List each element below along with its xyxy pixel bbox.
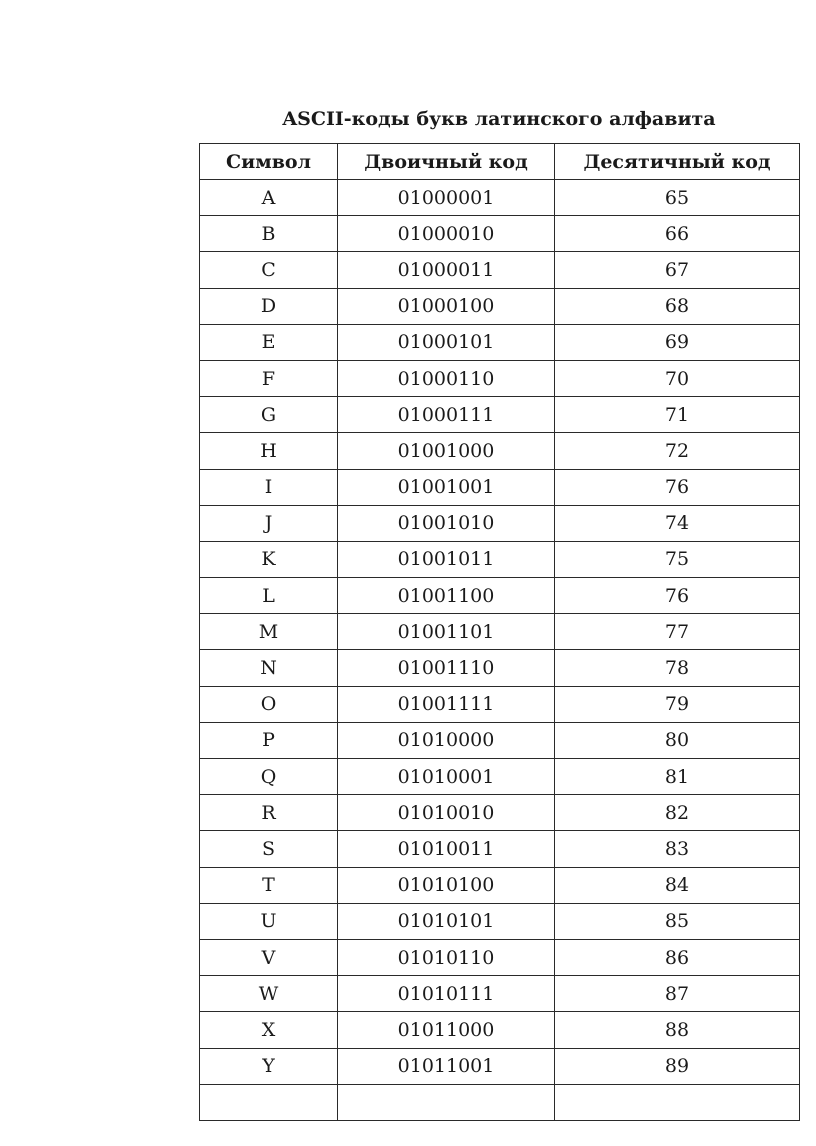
symbol-cell: U — [200, 903, 338, 939]
decimal-code-cell: 77 — [555, 614, 800, 650]
table-row — [200, 397, 800, 433]
table-row — [200, 324, 800, 360]
table-row — [200, 614, 800, 650]
binary-code-cell: 01000100 — [338, 288, 555, 324]
table-row — [200, 1084, 800, 1120]
decimal-code-cell: 75 — [555, 541, 800, 577]
column-header-decimal-code: Десятичный код — [555, 144, 800, 180]
symbol-cell: A — [200, 180, 338, 216]
binary-code-cell: 01001010 — [338, 505, 555, 541]
decimal-code-cell: 76 — [555, 469, 800, 505]
table-row — [200, 867, 800, 903]
decimal-code-cell: 81 — [555, 759, 800, 795]
symbol-cell: M — [200, 614, 338, 650]
decimal-code-cell: 88 — [555, 1012, 800, 1048]
binary-code-cell: 01010010 — [338, 795, 555, 831]
binary-code-cell: 01000111 — [338, 397, 555, 433]
table-row — [200, 216, 800, 252]
binary-code-cell: 01001110 — [338, 650, 555, 686]
decimal-code-cell: 79 — [555, 686, 800, 722]
binary-code-cell: 01001100 — [338, 578, 555, 614]
table-row — [200, 686, 800, 722]
binary-code-cell: 01000001 — [338, 180, 555, 216]
binary-code-cell: 01000110 — [338, 360, 555, 396]
table-row — [200, 541, 800, 577]
binary-code-cell: 01001111 — [338, 686, 555, 722]
table-row — [200, 759, 800, 795]
table-title: ASCII-коды букв латинского алфавита — [282, 108, 716, 130]
table-row — [200, 288, 800, 324]
decimal-code-cell: 82 — [555, 795, 800, 831]
table-body — [200, 180, 800, 1121]
binary-code-cell: 01000010 — [338, 216, 555, 252]
symbol-cell: P — [200, 722, 338, 758]
decimal-code-cell: 89 — [555, 1048, 800, 1084]
table-row — [200, 1012, 800, 1048]
symbol-cell: G — [200, 397, 338, 433]
symbol-cell: T — [200, 867, 338, 903]
table-row — [200, 795, 800, 831]
symbol-cell: N — [200, 650, 338, 686]
decimal-code-cell: 74 — [555, 505, 800, 541]
symbol-cell: W — [200, 976, 338, 1012]
table-row — [200, 180, 800, 216]
symbol-cell: B — [200, 216, 338, 252]
decimal-code-cell: 65 — [555, 180, 800, 216]
binary-code-cell: 01010000 — [338, 722, 555, 758]
decimal-code-cell: 83 — [555, 831, 800, 867]
binary-code-cell: 01001101 — [338, 614, 555, 650]
binary-code-cell: 01000101 — [338, 324, 555, 360]
decimal-code-cell: 86 — [555, 939, 800, 975]
table-row — [200, 722, 800, 758]
table-row — [200, 976, 800, 1012]
decimal-code-cell: 84 — [555, 867, 800, 903]
decimal-code-cell: 87 — [555, 976, 800, 1012]
symbol-cell: S — [200, 831, 338, 867]
symbol-cell: F — [200, 360, 338, 396]
decimal-code-cell: 68 — [555, 288, 800, 324]
decimal-code-cell: 85 — [555, 903, 800, 939]
decimal-code-cell: 76 — [555, 578, 800, 614]
ascii-table — [199, 143, 800, 1121]
table-row — [200, 831, 800, 867]
binary-code-cell: 01011001 — [338, 1048, 555, 1084]
symbol-cell: Q — [200, 759, 338, 795]
decimal-code-cell: 72 — [555, 433, 800, 469]
symbol-cell: X — [200, 1012, 338, 1048]
binary-code-cell: 01010011 — [338, 831, 555, 867]
binary-code-cell: 01000011 — [338, 252, 555, 288]
binary-code-cell: 01010100 — [338, 867, 555, 903]
table-row — [200, 903, 800, 939]
symbol-cell: E — [200, 324, 338, 360]
table-row — [200, 939, 800, 975]
symbol-cell: Y — [200, 1048, 338, 1084]
table-row — [200, 252, 800, 288]
column-header-binary-code: Двоичный код — [338, 144, 555, 180]
symbol-cell — [200, 1084, 338, 1120]
table-row — [200, 505, 800, 541]
symbol-cell: J — [200, 505, 338, 541]
binary-code-cell: 01001001 — [338, 469, 555, 505]
symbol-cell: O — [200, 686, 338, 722]
table-row — [200, 1048, 800, 1084]
decimal-code-cell: 67 — [555, 252, 800, 288]
column-header-symbol: Символ — [200, 144, 338, 180]
table-row — [200, 578, 800, 614]
symbol-cell: H — [200, 433, 338, 469]
symbol-cell: K — [200, 541, 338, 577]
binary-code-cell: 01001011 — [338, 541, 555, 577]
symbol-cell: V — [200, 939, 338, 975]
decimal-code-cell: 70 — [555, 360, 800, 396]
table-row — [200, 433, 800, 469]
table-header-row — [200, 144, 800, 180]
symbol-cell: D — [200, 288, 338, 324]
symbol-cell: C — [200, 252, 338, 288]
decimal-code-cell: 69 — [555, 324, 800, 360]
binary-code-cell — [338, 1084, 555, 1120]
table-row — [200, 360, 800, 396]
symbol-cell: L — [200, 578, 338, 614]
binary-code-cell: 01010101 — [338, 903, 555, 939]
decimal-code-cell — [555, 1084, 800, 1120]
binary-code-cell: 01001000 — [338, 433, 555, 469]
symbol-cell: I — [200, 469, 338, 505]
table-row — [200, 650, 800, 686]
decimal-code-cell: 66 — [555, 216, 800, 252]
binary-code-cell: 01011000 — [338, 1012, 555, 1048]
symbol-cell: R — [200, 795, 338, 831]
decimal-code-cell: 80 — [555, 722, 800, 758]
binary-code-cell: 01010001 — [338, 759, 555, 795]
binary-code-cell: 01010110 — [338, 939, 555, 975]
table-row — [200, 469, 800, 505]
binary-code-cell: 01010111 — [338, 976, 555, 1012]
decimal-code-cell: 78 — [555, 650, 800, 686]
decimal-code-cell: 71 — [555, 397, 800, 433]
